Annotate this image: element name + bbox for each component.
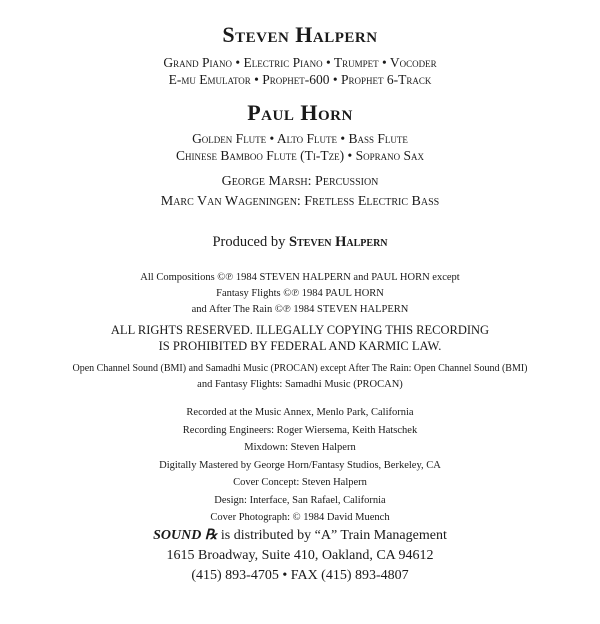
instrument-list: Chinese Bamboo Flute (Ti-Tze) • Soprano Sax [176, 148, 424, 163]
credit-line: Digitally Mastered by George Horn/Fantasy Studios, Berkeley, CA [159, 459, 441, 471]
distribution-address: 1615 Broadway, Suite 410, Oakland, CA 94612 [166, 548, 434, 563]
sound-rx-brand: SOUND ℞ [153, 528, 218, 543]
artist-name: Steven Halpern [222, 22, 378, 47]
musicians-section [0, 172, 600, 212]
producer-credit [0, 234, 600, 251]
publishing-line: Open Channel Sound (BMI) and Samadhi Music (PROCAN) except After The Rain: Open Channel Sound (BMI) [72, 363, 528, 374]
copyright-line: Fantasy Flights ©℗ 1984 PAUL HORN [216, 288, 384, 299]
instrument-list: Grand Piano • Electric Piano • Trumpet • Vocoder [163, 55, 437, 70]
distribution-text: is distributed by “A” Train Management [217, 528, 447, 543]
musician-credit: Marc Van Wageningen: Fretless Electric Bass [160, 194, 440, 209]
copyright-section [0, 270, 600, 318]
credit-line: Design: Interface, San Rafael, California [214, 494, 386, 506]
credit-line: Recording Engineers: Roger Wiersema, Keith Hatschek [182, 424, 418, 436]
copyright-line: All Compositions ©℗ 1984 STEVEN HALPERN and PAUL HORN except [140, 272, 460, 283]
publishing-line: and Fantasy Flights: Samadhi Music (PROCAN) [197, 379, 403, 390]
artist-section-horn [0, 100, 600, 164]
distribution-line [0, 526, 600, 546]
credit-line: Recorded at the Music Annex, Menlo Park, California [186, 407, 414, 418]
producer-name: Steven Halpern [288, 234, 388, 250]
musician-credit: George Marsh: Percussion [221, 174, 379, 189]
credit-line: Mixdown: Steven Halpern [244, 442, 356, 453]
publishing-section [0, 361, 600, 393]
credit-line: Cover Photograph: © 1984 David Muench [210, 512, 390, 523]
instrument-list: E-mu Emulator • Prophet-600 • Prophet 6-Track [168, 72, 432, 87]
production-credits [0, 404, 600, 527]
rights-line: ALL RIGHTS RESERVED. ILLEGALLY COPYING THIS RECORDING [110, 323, 490, 337]
artist-name: Paul Horn [247, 100, 353, 125]
artist-section-halpern [0, 22, 600, 88]
distribution-phone: (415) 893-4705 • FAX (415) 893-4807 [191, 568, 409, 583]
producer-prefix: Produced by [212, 234, 286, 250]
copyright-line: and After The Rain ©℗ 1984 STEVEN HALPERN [191, 304, 409, 315]
instrument-list: Golden Flute • Alto Flute • Bass Flute [192, 131, 408, 146]
distribution-section [0, 526, 600, 586]
rights-notice [0, 322, 600, 354]
rights-line: IS PROHIBITED BY FEDERAL AND KARMIC LAW. [158, 339, 442, 353]
credit-line: Cover Concept: Steven Halpern [233, 477, 367, 488]
